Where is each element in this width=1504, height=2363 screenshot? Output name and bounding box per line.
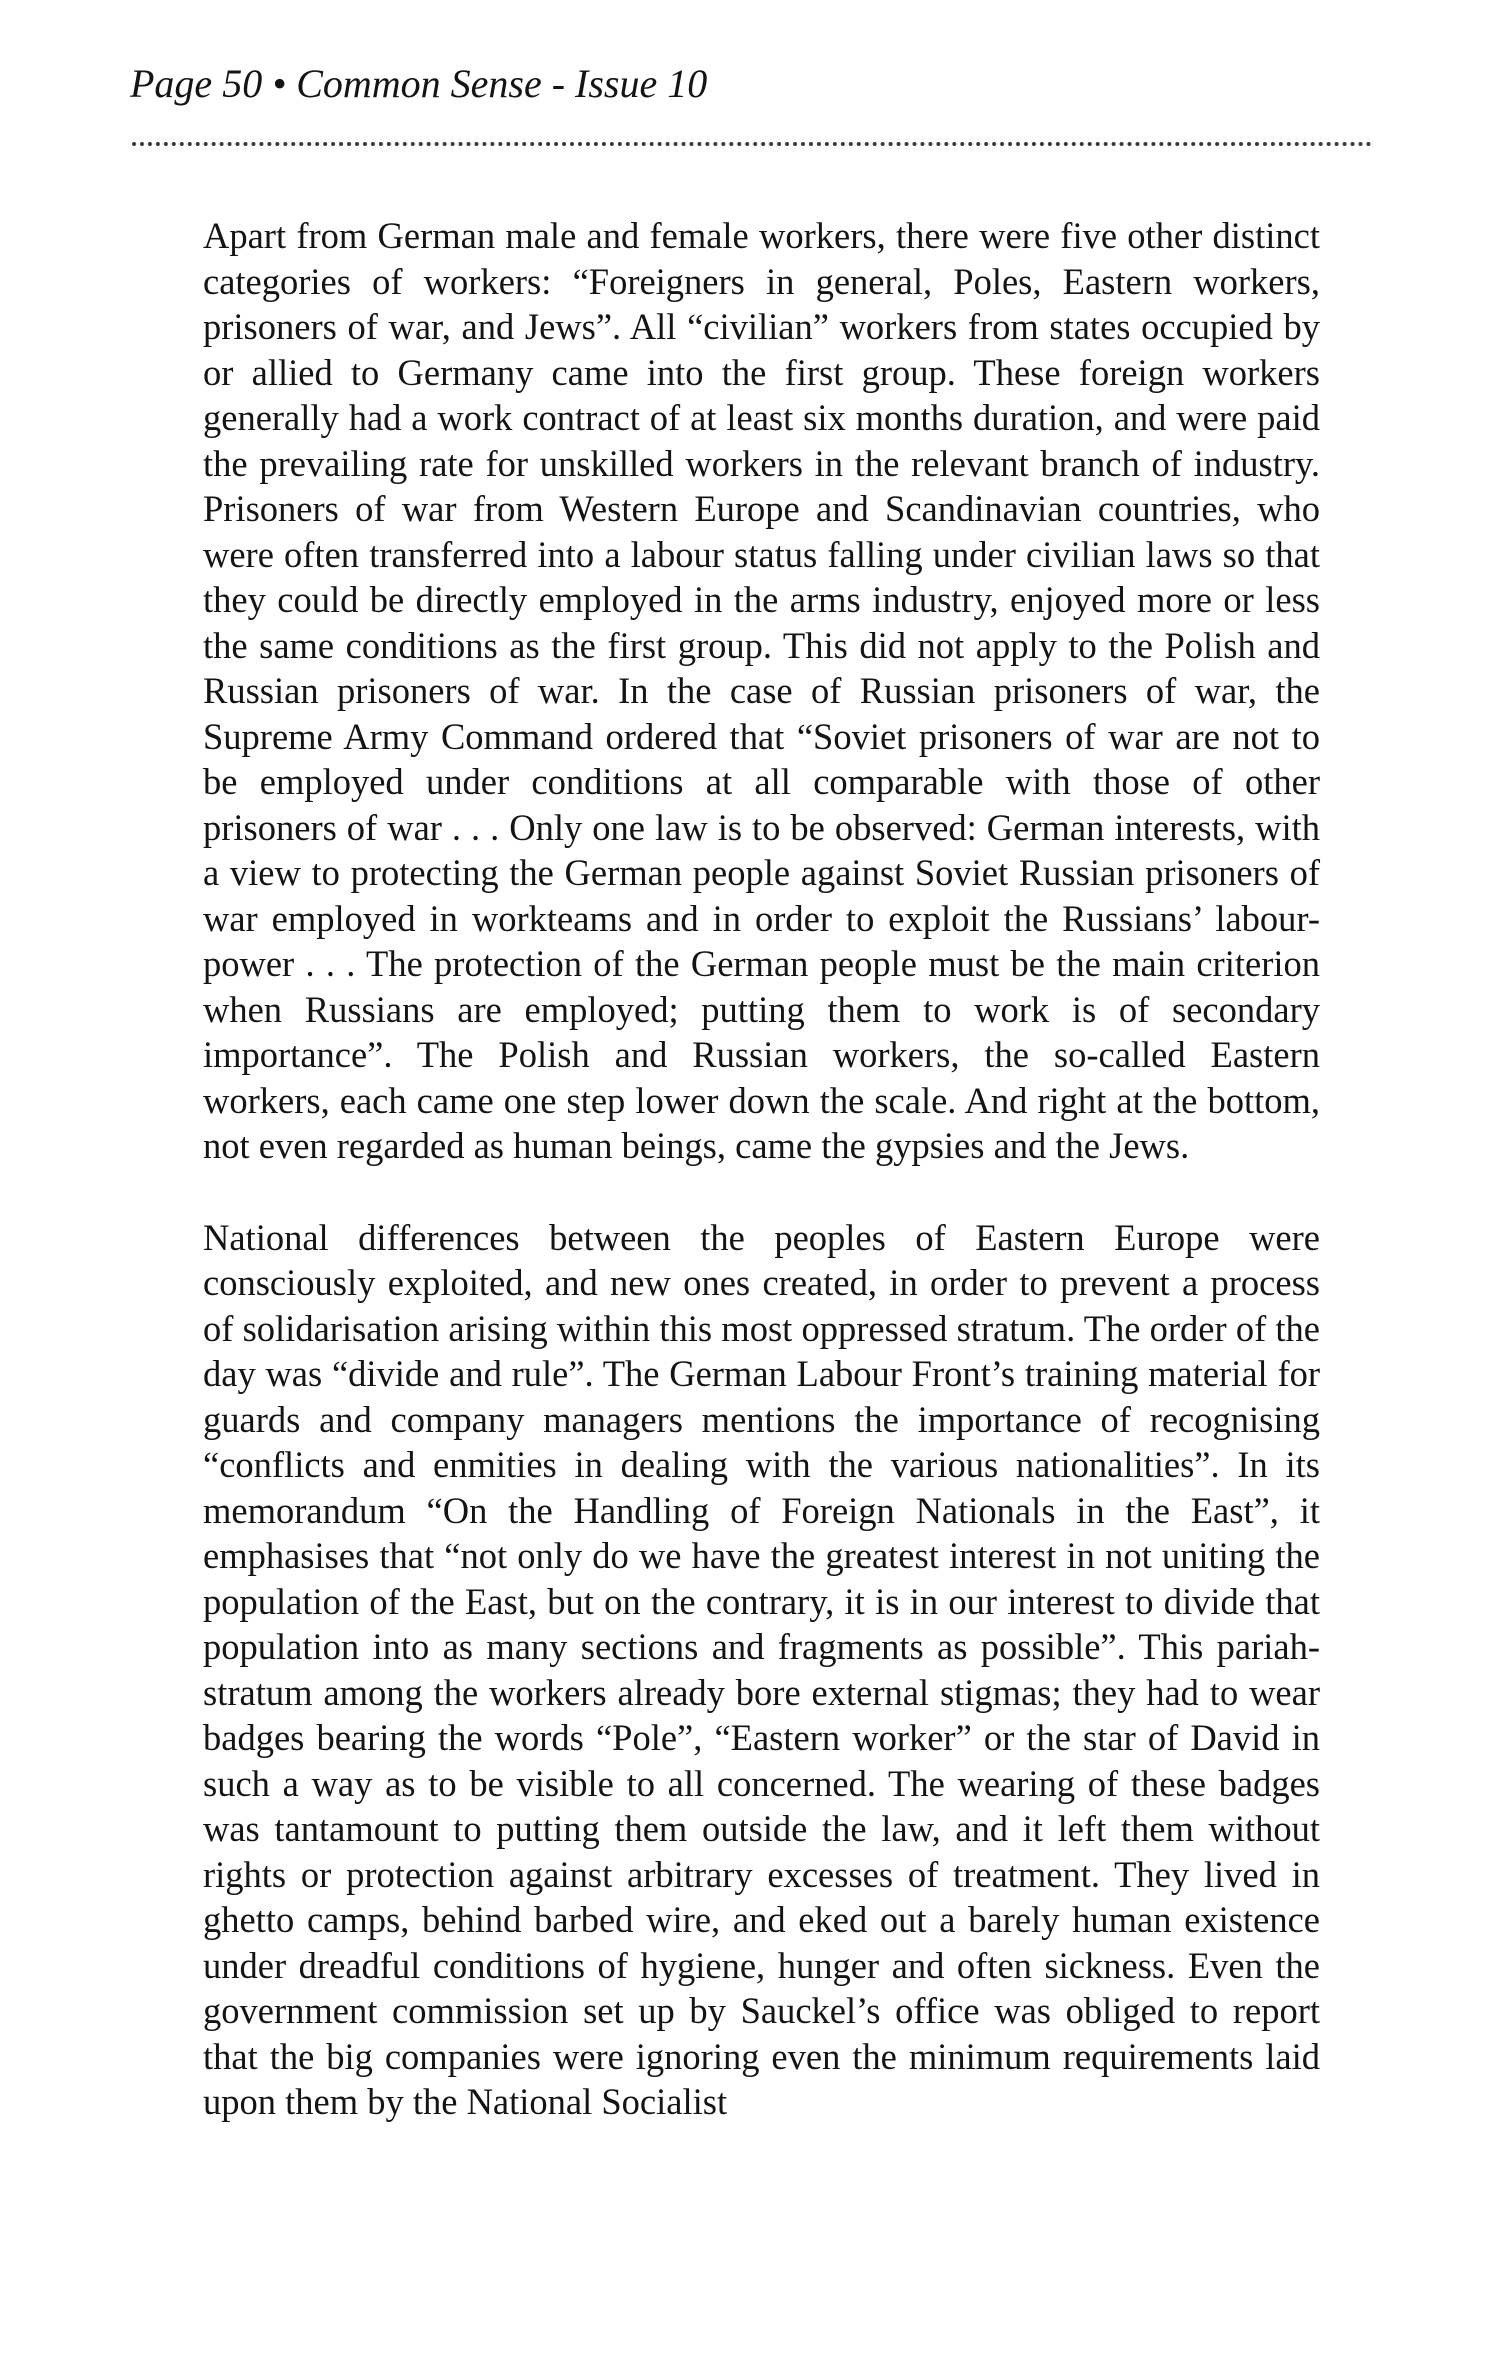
header-dotted-rule <box>132 142 1372 146</box>
running-header: Page 50 • Common Sense - Issue 10 <box>130 61 708 106</box>
paragraph-divide-and-rule: National differences between the peoples of Eastern Europe were consciously exploited, and new ones created, in order to prevent a process of solidarisation arising within this most oppressed stratum. The order of the day was “divide and rule”. The German Labour Front’s training material for guards and company managers mentions the importance of recognising “conflicts and enmities in dealing with the various nationalities”. In its memorandum “On the Handling of Foreign Nationals in the East”, it emphasises that “not only do we have the greatest interest in not uniting the population of the East, but on the contrary, it is in our interest to divide that population into as many sections and fragments as possible”. This pariah-stratum among the workers already bore external stigmas; they had to wear badges bearing the words “Pole”, “Eastern worker” or the star of David in such a way as to be visible to all concerned. The wearing of these badges was tantamount to putting them outside the law, and it left them without rights or protection against arbitrary excesses of treatment. They lived in ghetto camps, behind barbed wire, and eked out a barely human existence under dreadful conditions of hygiene, hunger and often sickness. Even the government commission set up by Sauckel’s office was obliged to report that the big companies were ignoring even the minimum requirements laid upon them by the National Socialist <box>203 1216 1320 2122</box>
article-body <box>203 213 1320 2171</box>
paragraph-worker-categories: Apart from German male and female workers, there were five other distinct categories of workers: “Foreigners in general, Poles, Eastern workers, prisoners of war, and Jews”. All “civilian” workers from states occupied by or allied to Germany came into the first group. These foreign workers generally had a work contract of at least six months duration, and were paid the prevailing rate for unskilled workers in the relevant branch of industry. Prisoners of war from Western Europe and Scandinavian countries, who were often transferred into a labour status falling under civilian laws so that they could be directly employed in the arms industry, enjoyed more or less the same conditions as the first group. This did not apply to the Polish and Russian prisoners of war. In the case of Russian prisoners of war, the Supreme Army Command ordered that “Soviet prisoners of war are not to be employed under conditions at all comparable with those of other prisoners of war . . . Only one law is to be observed: German interests, with a view to protecting the German people against Soviet Russian prisoners of war employed in workteams and in order to exploit the Russians’ labour-power . . . The protection of the German people must be the main criterion when Russians are employed; putting them to work is of secondary importance”. The Polish and Russian workers, the so-called Eastern workers, each came one step lower down the scale. And right at the bottom, not even regarded as human beings, came the gypsies and the Jews. <box>203 215 1320 1166</box>
